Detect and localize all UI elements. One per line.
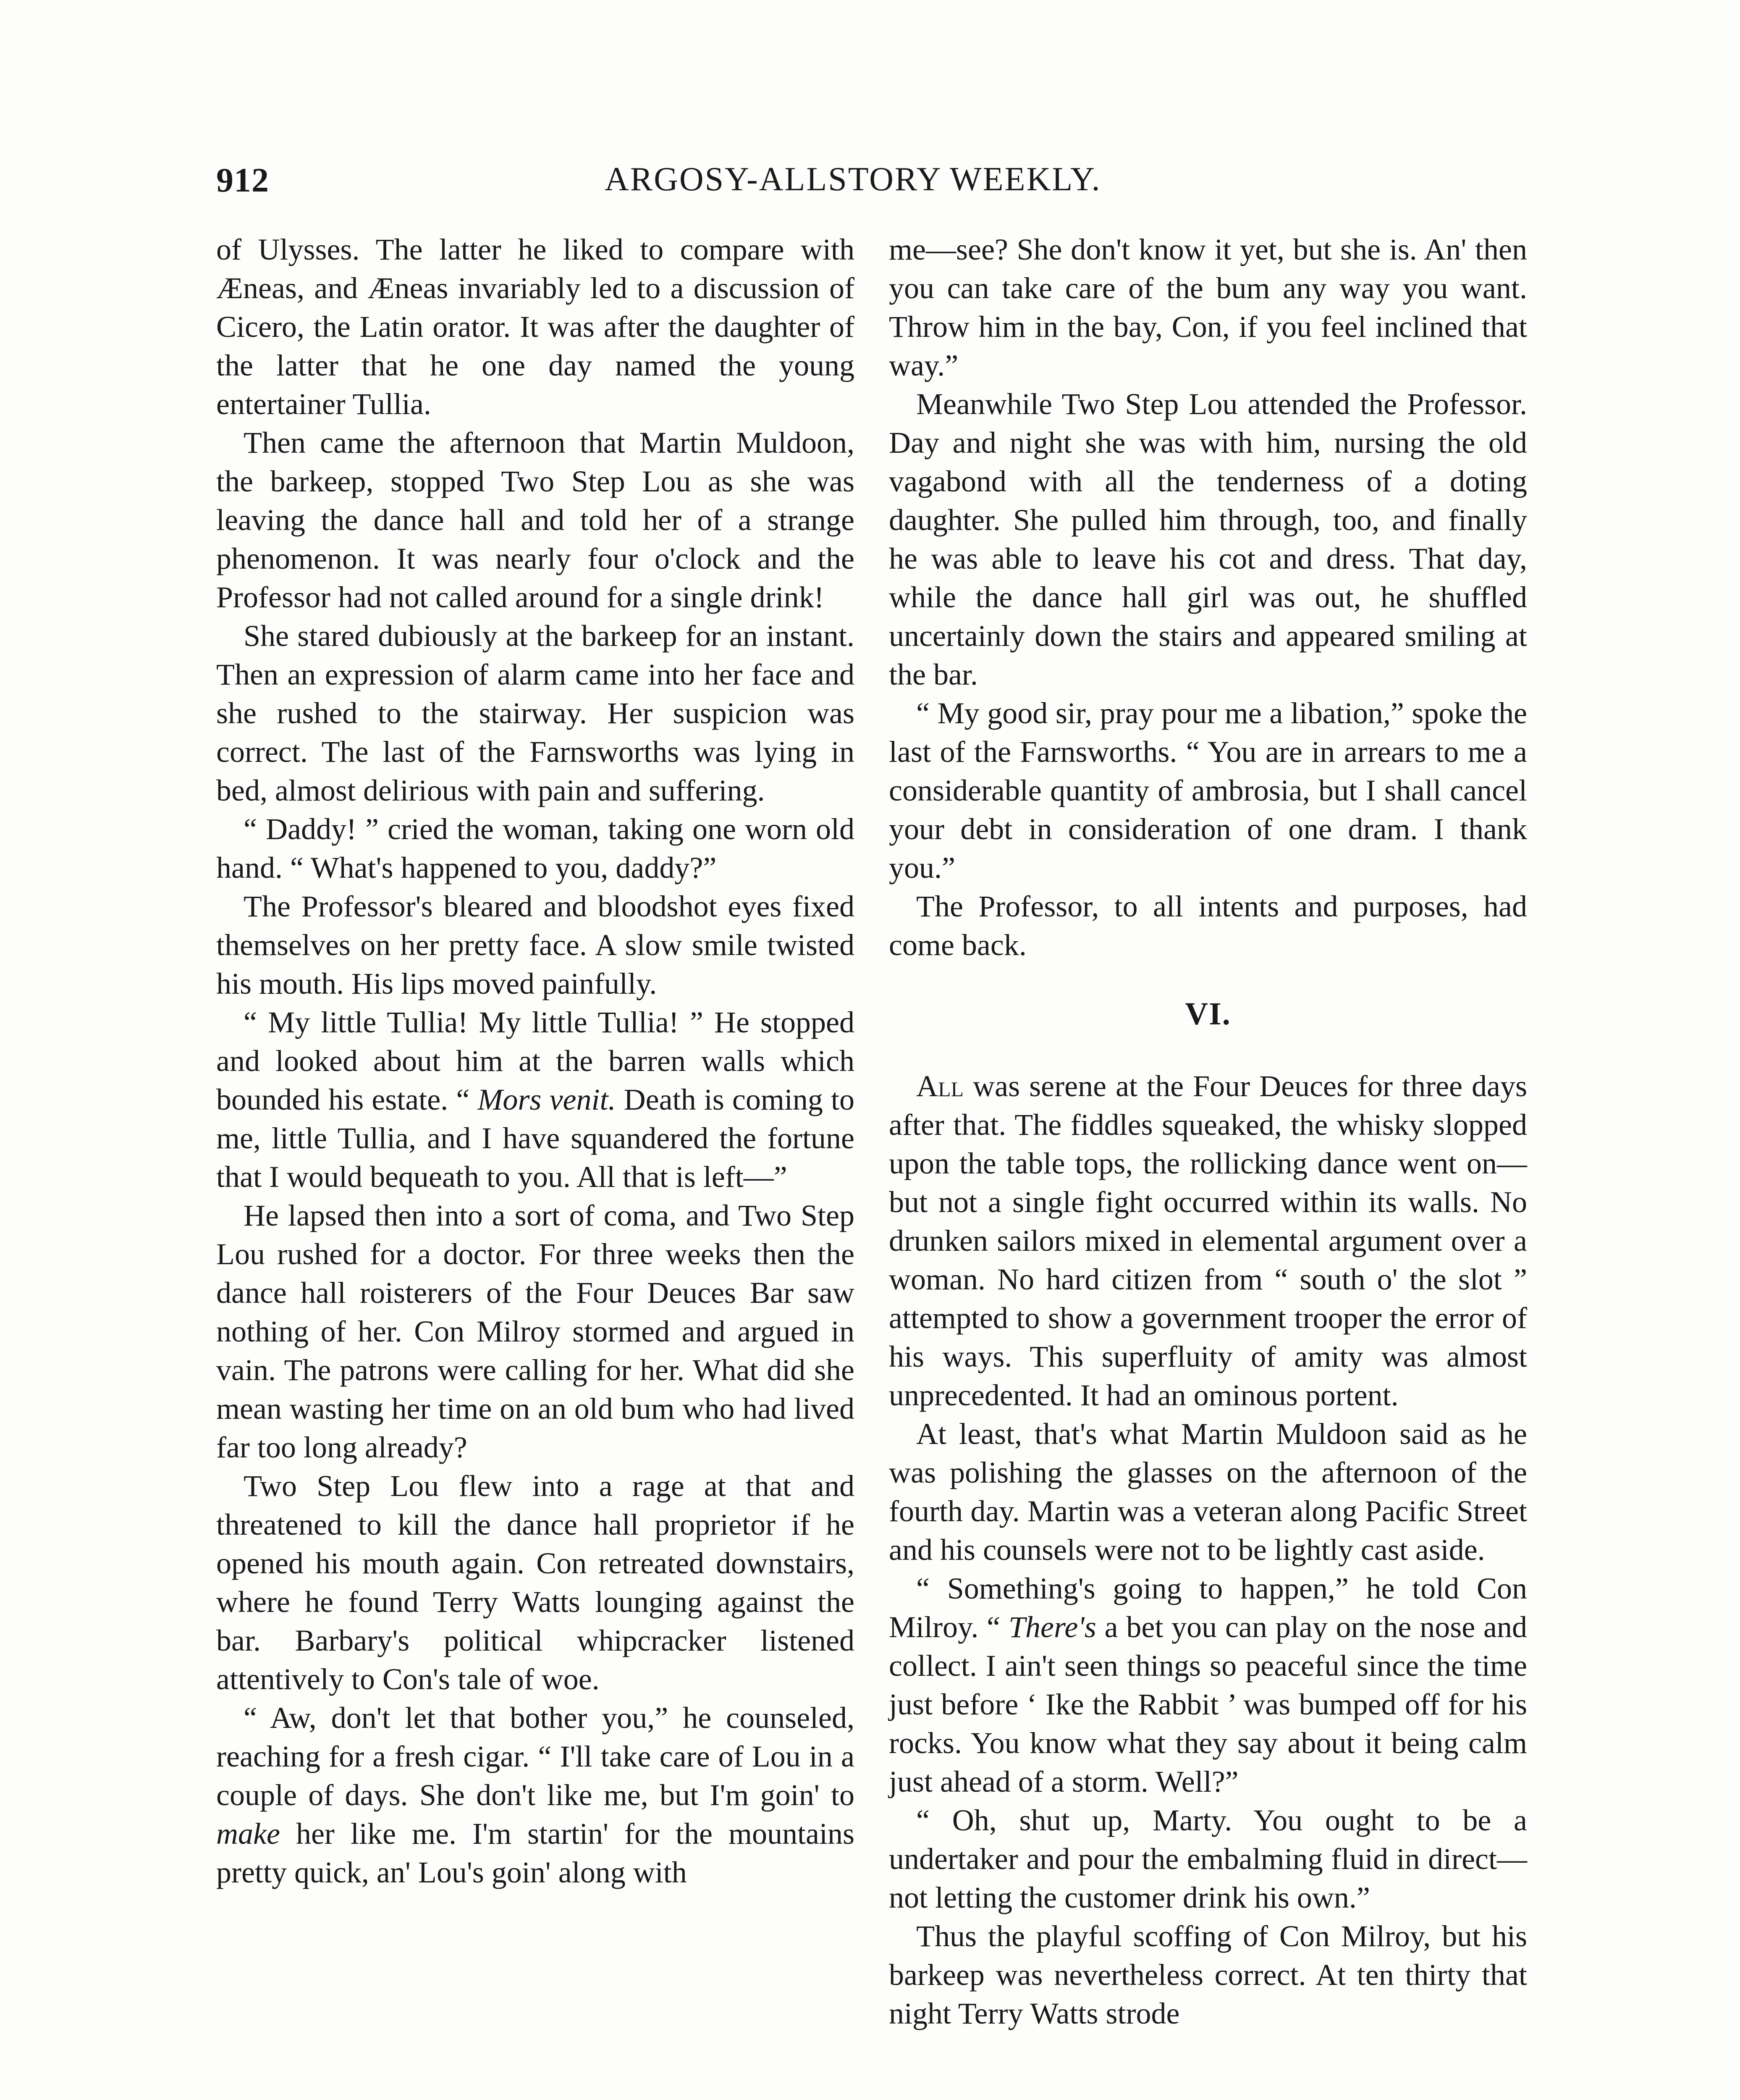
- right-column: [889, 230, 1527, 2033]
- paragraph: “ Daddy! ” cried the woman, taking one worn old hand. “ What's happened to you, daddy?”: [216, 812, 854, 885]
- paragraph: She stared dubiously at the barkeep for an instant. Then an expression of alarm came into her face and she rushed to the stairway. Her suspicion was correct. The last of the Farnsworths was lying in bed, almost delirious with pain and suffering.: [216, 619, 854, 807]
- paragraph: of Ulysses. The latter he liked to compare with Æneas, and Æneas invariably led to a discussion of Cicero, the Latin orator. It was after the daughter of the latter that he one day named the young entertainer Tullia.: [216, 233, 854, 421]
- text-run: “ Aw, don't let that bother you,” he counseled, reaching for a fresh cigar. “ I'll take care of Lou in a couple of days. She don't like me, but I'm goin' to: [216, 1701, 854, 1812]
- page-number: 912: [216, 161, 269, 199]
- paragraph: He lapsed then into a sort of coma, and Two Step Lou rushed for a doctor. For three weeks then the dance hall roisterers of the Four Deuces Bar saw nothing of her. Con Milroy stormed and argued in vain. The patrons were calling for her. What did she mean wasting her time on an old bum who had lived far too long already?: [216, 1199, 854, 1464]
- emphasis: make: [216, 1817, 280, 1851]
- paragraph: Thus the playful scoffing of Con Milroy, but his barkeep was nevertheless correct. At ten thirty that night Terry Watts strode: [889, 1919, 1527, 2030]
- text-run: “ My little Tullia! My little Tullia! ” He stopped and looked about him at the barren walls which bounded his estate. “: [216, 1005, 854, 1116]
- latin-phrase: Mors venit.: [477, 1083, 616, 1116]
- paragraph: Meanwhile Two Step Lou attended the Professor. Day and night she was with him, nursing the old vagabond with all the tenderness of a doting daughter. She pulled him through, too, and finally he was able to leave his cot and dress. That day, while the dance hall girl was out, he shuffled uncertainly down the stairs and appeared smiling at the bar.: [889, 387, 1527, 691]
- paragraph: The Professor's bleared and bloodshot eyes fixed themselves on her pretty face. A slow smile twisted his mouth. His lips moved painfully.: [216, 890, 854, 1000]
- paragraph: At least, that's what Martin Muldoon said as he was polishing the glasses on the afternoon of the fourth day. Martin was a veteran along Pacific Street and his counsels were not to be lightly cast aside.: [889, 1417, 1527, 1567]
- text-run: her like me. I'm startin' for the mountains pretty quick, an' Lou's goin' along with: [216, 1817, 854, 1889]
- paragraph: The Professor, to all intents and purposes, had come back.: [889, 890, 1527, 962]
- emphasis: There's: [1008, 1610, 1096, 1644]
- text-run: was serene at the Four Deuces for three days after that. The fiddles squeaked, the whisky slopped upon the table tops, the rollicking dance went on—but not a single fight occurred within its walls. No drunken sailors mixed in elemental argument over a woman. No hard citizen from “ south o' the slot ” attempted to show a government trooper the error of his ways. This superfluity of amity was almost unprecedented. It had an ominous portent.: [889, 1069, 1527, 1412]
- paragraph: [216, 1003, 854, 1196]
- text-run: “ Something's going to happen,” he told Con Milroy. “: [889, 1572, 1527, 1644]
- running-header: [216, 160, 1169, 211]
- text-run: a bet you can play on the nose and collect. I ain't seen things so peaceful since the time just before ‘ Ike the Rabbit ’ was bumped off for his rocks. You know what they say about it being calm just ahead of a storm. Well?”: [889, 1610, 1527, 1798]
- running-title: ARGOSY-ALLSTORY WEEKLY.: [605, 161, 1101, 198]
- paragraph: Two Step Lou flew into a rage at that and threatened to kill the dance hall proprietor if he opened his mouth again. Con retreated downstairs, where he found Terry Watts lounging against the bar. Barbary's political whipcracker listened attentively to Con's tale of woe.: [216, 1469, 854, 1696]
- lead-word: All: [916, 1069, 964, 1103]
- text-run: Death is coming to me, little Tullia, and I have squandered the fortune that I would bequeath to you. All that is left—”: [216, 1083, 855, 1194]
- section-heading: VI.: [1185, 996, 1231, 1032]
- paragraph: Then came the afternoon that Martin Muldoon, the barkeep, stopped Two Step Lou as she was leaving the dance hall and told her of a strange phenomenon. It was nearly four o'clock and the Professor had not called around for a single drink!: [216, 426, 854, 614]
- left-column: [216, 230, 854, 1892]
- paragraph: [216, 1698, 854, 1892]
- paragraph: [889, 1067, 1527, 1415]
- paragraph: me—see? She don't know it yet, but she is. An' then you can take care of the bum any way you want. Throw him in the bay, Con, if you feel inclined that way.”: [889, 233, 1527, 382]
- paragraph: “ Oh, shut up, Marty. You ought to be a undertaker and pour the embalming fluid in direct—not letting the customer drink his own.”: [889, 1803, 1527, 1914]
- paragraph: [889, 1569, 1527, 1801]
- paragraph: “ My good sir, pray pour me a libation,” spoke the last of the Farnsworths. “ You are in arrears to me a considerable quantity of ambrosia, but I shall cancel your debt in consideration of one dram. I thank you.”: [889, 696, 1527, 885]
